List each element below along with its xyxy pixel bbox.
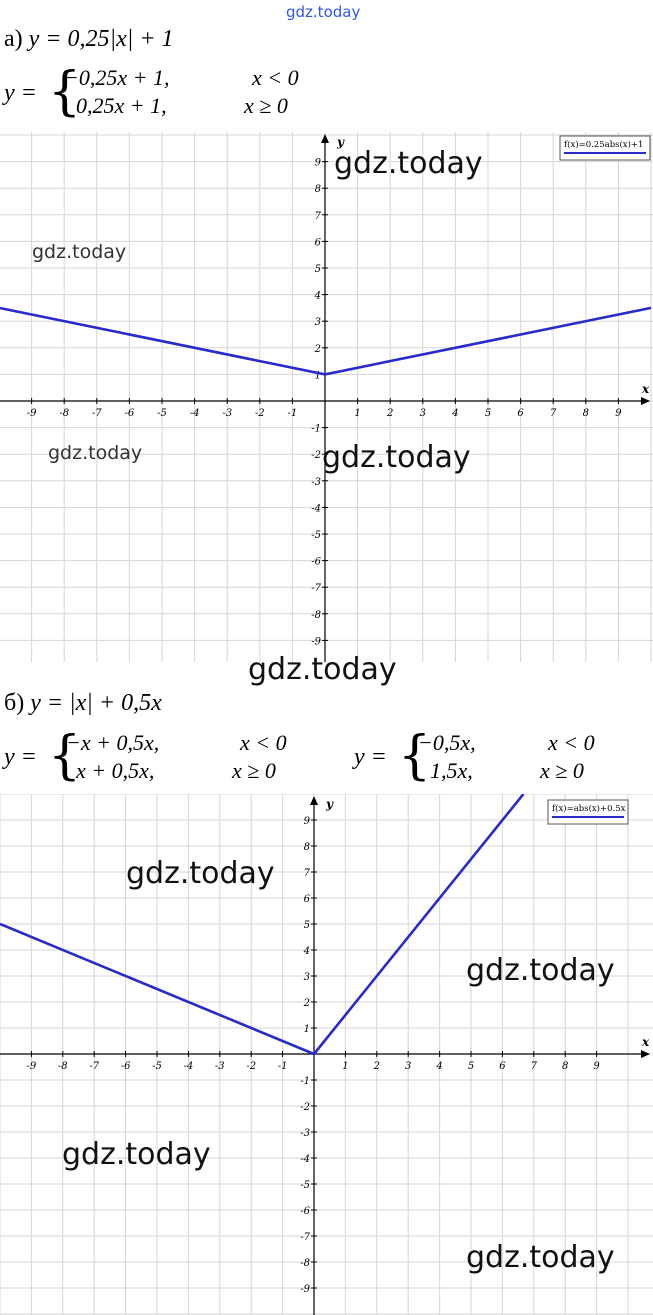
x-tick-label: 2 [387,408,394,419]
grid [0,132,653,662]
part-b-header [4,690,162,717]
x-axis-arrow [641,397,650,405]
watermark: gdz.today [466,1240,615,1275]
part-a-row-1-cond: x < 0 [252,65,299,90]
y-tick-label: 8 [314,184,321,196]
x-tick-label: 5 [484,408,492,419]
x-tick-label: 1 [354,408,361,419]
y-tick-label: 2 [303,998,310,1009]
x-tick-label: -7 [89,1061,100,1072]
x-tick-label: 9 [615,408,622,419]
part-b-system1-row-1-cond: x < 0 [240,730,287,755]
chart-b [0,794,653,1315]
x-tick-label: -6 [120,1061,131,1072]
y-tick-label: -3 [300,1128,310,1139]
chart-a [0,132,653,662]
part-a-label: а) [4,26,23,52]
watermark: gdz.today [48,442,143,464]
y-tick-label: -4 [311,503,321,515]
watermark: gdz.today [322,440,471,475]
y-tick-label: 1 [314,370,321,382]
part-a-system-lhs: y = [4,80,37,106]
x-tick-label: -5 [152,1061,162,1072]
legend [560,136,650,160]
x-tick-label: -5 [157,408,167,419]
y-tick-label: -7 [300,1232,310,1243]
part-a-row-1-expr: −0,25x + 1, [64,65,170,90]
watermark: gdz.today [248,652,397,687]
x-tick-label: -2 [246,1061,257,1072]
y-tick-label: 5 [314,264,321,275]
x-tick-label: 2 [373,1061,380,1072]
x-axis-arrow [641,1050,650,1058]
x-tick-label: -1 [277,1061,288,1072]
part-b-system2-lhs: y = [354,744,387,770]
x-axis-label: x [642,382,650,396]
y-tick-label: -5 [300,1180,310,1191]
y-tick-label: -5 [311,530,321,541]
x-tick-label: 4 [436,1061,443,1072]
y-tick-label: -2 [311,450,321,462]
y-tick-label: -8 [311,609,321,621]
watermark: gdz.today [62,1137,211,1172]
x-tick-label: -3 [214,1061,225,1072]
watermark: gdz.today [466,953,615,988]
x-tick-label: 6 [499,1061,506,1072]
x-tick-label: -3 [222,408,233,419]
part-b-system1-brace: { [48,726,82,786]
x-tick-label: -4 [183,1061,194,1072]
part-b-system2-brace: { [398,726,432,786]
x-tick-label: -7 [91,408,102,419]
legend-label: f(x)=0.25abs(x)+1 [564,140,644,150]
watermark: gdz.today [126,856,275,891]
x-tick-label: 6 [517,408,524,419]
legend [548,800,628,824]
x-tick-label: 3 [419,408,426,419]
y-tick-label: -1 [300,1076,310,1087]
y-tick-label: 9 [314,157,321,169]
x-tick-label: -1 [287,408,298,419]
y-tick-label: -7 [311,583,321,595]
y-tick-label: -9 [300,1284,310,1295]
part-a-header [4,26,174,53]
y-tick-label: -6 [300,1206,310,1217]
x-tick-label: -4 [189,408,200,419]
y-axis-arrow [310,796,318,805]
x-tick-label: -2 [254,408,265,419]
part-b-system2-row-2-cond: x ≥ 0 [540,758,584,783]
x-tick-label: -6 [124,408,135,419]
x-tick-label: 8 [582,408,589,419]
y-tick-label: 4 [303,946,310,957]
x-tick-label: 4 [452,408,459,419]
y-tick-label: 2 [314,343,321,355]
y-tick-label: -2 [300,1102,310,1113]
x-tick-label: 7 [550,408,557,419]
y-tick-label: 3 [303,972,310,983]
x-tick-label: -9 [26,408,37,419]
part-b-system2-row-1-expr: −0,5x, [418,730,476,755]
y-tick-label: -8 [300,1258,310,1269]
watermark: gdz.today [32,241,127,263]
legend-label: f(x)=abs(x)+0.5x [552,804,626,814]
x-tick-label: 3 [405,1061,412,1072]
y-tick-label: 7 [303,868,310,879]
y-tick-label: 6 [303,894,310,905]
y-tick-label: 3 [314,317,321,329]
y-tick-label: 9 [303,816,310,827]
x-tick-label: -8 [59,408,70,419]
y-tick-label: -3 [311,476,321,488]
part-a-brace: { [48,62,82,122]
x-tick-label: 1 [342,1061,349,1072]
part-b-system2-row-1-cond: x < 0 [548,730,595,755]
y-axis-label: y [337,135,344,149]
x-tick-label: 8 [562,1061,569,1072]
x-axis-label: x [642,1035,650,1049]
part-a-row-2-expr: 0,25x + 1, [76,93,167,118]
y-tick-label: 8 [303,842,310,853]
y-tick-label: 4 [314,290,321,302]
x-tick-label: 9 [593,1061,600,1072]
part-b-system1-row-2-cond: x ≥ 0 [232,758,276,783]
x-tick-label: -8 [57,1061,68,1072]
y-tick-label: -1 [311,423,321,435]
watermark-top: gdz.today [286,3,361,21]
x-tick-label: 7 [530,1061,537,1072]
x-tick-label: 5 [467,1061,475,1072]
x-tick-label: -9 [26,1061,37,1072]
y-tick-label: 5 [303,920,310,931]
y-tick-label: -6 [311,556,321,568]
part-b-system1-row-2-expr: x + 0,5x, [76,758,155,783]
part-b-equation: y = |x| + 0,5x [30,690,162,716]
part-b-system1-lhs: y = [4,744,37,770]
part-a-equation: y = 0,25|x| + 1 [28,26,174,52]
part-b-system2-row-2-expr: 1,5x, [430,758,473,783]
watermark: gdz.today [334,146,483,181]
y-tick-label: -4 [300,1154,310,1165]
y-tick-label: 6 [314,237,321,249]
y-axis-label: y [326,797,333,811]
part-b-label: б) [4,690,25,716]
part-b-system1-row-1-expr: −x + 0,5x, [66,730,160,755]
y-tick-label: 1 [303,1024,310,1035]
y-tick-label: 7 [314,210,321,222]
y-tick-label: -9 [311,636,321,648]
part-a-row-2-cond: x ≥ 0 [244,93,288,118]
